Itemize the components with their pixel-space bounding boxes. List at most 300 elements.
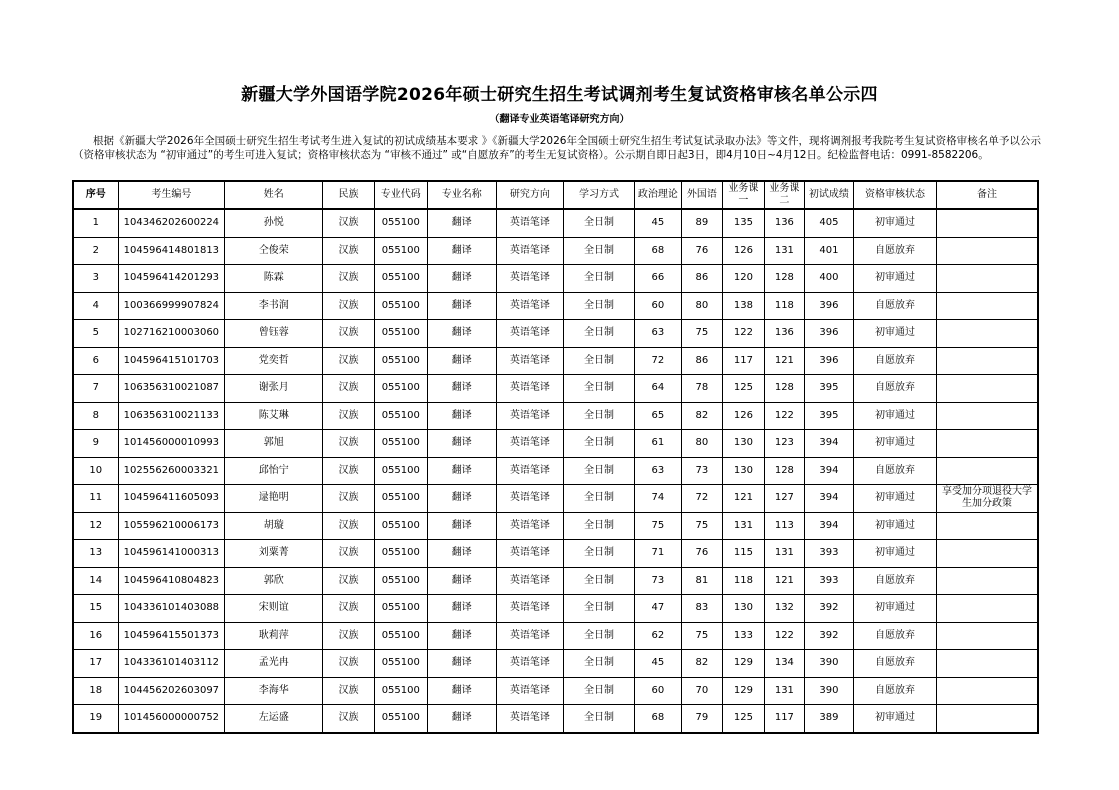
col-research-direction-cell: 英语笔译 [496, 375, 564, 403]
col-ethnicity-cell: 汉族 [323, 320, 374, 348]
col-ethnicity-cell: 汉族 [323, 457, 374, 485]
col-major-code-cell: 055100 [374, 265, 427, 293]
col-name-cell: 胡璇 [225, 512, 323, 540]
col-review-status-cell: 初审通过 [854, 705, 937, 733]
col-name-cell: 孟光冉 [225, 650, 323, 678]
col-study-mode-cell: 全日制 [564, 265, 635, 293]
col-foreign-language-cell: 73 [681, 457, 722, 485]
col-name-cell: 谢张月 [225, 375, 323, 403]
col-seq-cell: 14 [73, 567, 118, 595]
table-header-row [73, 181, 1038, 209]
col-major-name-cell: 翻译 [427, 512, 496, 540]
col-course-two-cell: 123 [764, 430, 804, 458]
col-review-status-cell: 初审通过 [854, 540, 937, 568]
col-seq-cell: 6 [73, 347, 118, 375]
col-name-cell: 仝俊荣 [225, 237, 323, 265]
col-ethnicity-cell: 汉族 [323, 650, 374, 678]
col-course-one-cell: 133 [722, 622, 764, 650]
col-major-name-cell: 翻译 [427, 650, 496, 678]
col-course-two-cell: 131 [764, 677, 804, 705]
col-seq-cell: 13 [73, 540, 118, 568]
col-foreign-language-cell: 76 [681, 237, 722, 265]
col-course-two-cell: 128 [764, 375, 804, 403]
col-course-one-cell: 115 [722, 540, 764, 568]
col-foreign-language-cell: 86 [681, 265, 722, 293]
col-study-mode-cell: 全日制 [564, 457, 635, 485]
col-ethnicity-cell: 汉族 [323, 677, 374, 705]
col-remarks-cell [936, 320, 1038, 348]
col-course-one-cell: 130 [722, 430, 764, 458]
col-study-mode-cell: 全日制 [564, 292, 635, 320]
col-remarks-cell: 享受加分项退役大学生加分政策 [936, 485, 1038, 513]
col-major-code-cell: 055100 [374, 705, 427, 733]
col-exam-id-cell: 104596411605093 [118, 485, 225, 513]
col-ethnicity-cell: 汉族 [323, 347, 374, 375]
col-major-code-cell: 055100 [374, 512, 427, 540]
col-remarks-cell [936, 292, 1038, 320]
col-total-score-cell: 396 [804, 347, 853, 375]
col-course-one-cell: 135 [722, 209, 764, 237]
col-major-name-cell: 翻译 [427, 485, 496, 513]
col-total-score-cell: 390 [804, 677, 853, 705]
col-politics-cell: 73 [634, 567, 681, 595]
col-major-name-cell: 翻译 [427, 430, 496, 458]
col-major-code-cell: 055100 [374, 347, 427, 375]
table-row [73, 705, 1038, 733]
candidate-table [72, 180, 1039, 734]
col-foreign-language-cell: 75 [681, 622, 722, 650]
col-course-one-cell: 122 [722, 320, 764, 348]
col-total-score-cell: 393 [804, 567, 853, 595]
col-study-mode-cell: 全日制 [564, 540, 635, 568]
col-name-cell: 郭旭 [225, 430, 323, 458]
col-review-status-cell: 自愿放弃 [854, 347, 937, 375]
table-row [73, 540, 1038, 568]
col-total-score-cell: 389 [804, 705, 853, 733]
col-research-direction-cell: 英语笔译 [496, 209, 564, 237]
col-major-name-cell: 翻译 [427, 347, 496, 375]
col-exam-id-cell: 104456202603097 [118, 677, 225, 705]
col-course-one-cell: 138 [722, 292, 764, 320]
col-ethnicity-cell: 汉族 [323, 705, 374, 733]
col-course-two-cell: 121 [764, 347, 804, 375]
col-politics-header: 政治理论 [634, 181, 681, 209]
col-total-score-header: 初试成绩 [804, 181, 853, 209]
col-review-status-cell: 初审通过 [854, 320, 937, 348]
table-row [73, 595, 1038, 623]
col-course-two-cell: 128 [764, 457, 804, 485]
col-review-status-cell: 自愿放弃 [854, 622, 937, 650]
table-row [73, 567, 1038, 595]
col-exam-id-cell: 102716210003060 [118, 320, 225, 348]
col-seq-cell: 9 [73, 430, 118, 458]
col-foreign-language-cell: 70 [681, 677, 722, 705]
col-name-cell: 耿莉萍 [225, 622, 323, 650]
col-exam-id-cell: 101456000000752 [118, 705, 225, 733]
col-seq-cell: 16 [73, 622, 118, 650]
col-exam-id-cell: 104346202600224 [118, 209, 225, 237]
col-name-cell: 邱怡宁 [225, 457, 323, 485]
col-politics-cell: 66 [634, 265, 681, 293]
col-exam-id-cell: 104596410804823 [118, 567, 225, 595]
col-name-cell: 曾钰蓉 [225, 320, 323, 348]
col-major-code-cell: 055100 [374, 375, 427, 403]
col-politics-cell: 64 [634, 375, 681, 403]
col-remarks-cell [936, 209, 1038, 237]
table-row [73, 237, 1038, 265]
table-row [73, 622, 1038, 650]
col-course-two-cell: 136 [764, 320, 804, 348]
col-name-cell: 李书润 [225, 292, 323, 320]
col-remarks-cell [936, 430, 1038, 458]
col-course-one-cell: 130 [722, 595, 764, 623]
col-total-score-cell: 392 [804, 622, 853, 650]
col-study-mode-cell: 全日制 [564, 485, 635, 513]
col-course-two-cell: 128 [764, 265, 804, 293]
col-course-two-cell: 122 [764, 622, 804, 650]
col-research-direction-cell: 英语笔译 [496, 347, 564, 375]
col-ethnicity-cell: 汉族 [323, 485, 374, 513]
col-study-mode-cell: 全日制 [564, 677, 635, 705]
col-ethnicity-header: 民族 [323, 181, 374, 209]
col-study-mode-cell: 全日制 [564, 430, 635, 458]
col-total-score-cell: 393 [804, 540, 853, 568]
col-remarks-cell [936, 705, 1038, 733]
col-research-direction-cell: 英语笔译 [496, 402, 564, 430]
table-row [73, 402, 1038, 430]
col-study-mode-header: 学习方式 [564, 181, 635, 209]
col-remarks-cell [936, 265, 1038, 293]
col-major-code-cell: 055100 [374, 402, 427, 430]
col-major-name-cell: 翻译 [427, 375, 496, 403]
col-seq-header: 序号 [73, 181, 118, 209]
col-name-cell: 党奕哲 [225, 347, 323, 375]
col-remarks-header: 备注 [936, 181, 1038, 209]
col-research-direction-cell: 英语笔译 [496, 512, 564, 540]
col-politics-cell: 60 [634, 292, 681, 320]
col-total-score-cell: 396 [804, 320, 853, 348]
col-study-mode-cell: 全日制 [564, 595, 635, 623]
col-study-mode-cell: 全日制 [564, 237, 635, 265]
col-research-direction-cell: 英语笔译 [496, 265, 564, 293]
col-exam-id-cell: 106356310021087 [118, 375, 225, 403]
col-research-direction-cell: 英语笔译 [496, 677, 564, 705]
col-ethnicity-cell: 汉族 [323, 209, 374, 237]
col-course-two-cell: 127 [764, 485, 804, 513]
col-name-cell: 宋则谊 [225, 595, 323, 623]
col-research-direction-cell: 英语笔译 [496, 540, 564, 568]
col-review-status-cell: 自愿放弃 [854, 237, 937, 265]
col-course-one-cell: 125 [722, 705, 764, 733]
col-major-name-cell: 翻译 [427, 595, 496, 623]
col-remarks-cell [936, 650, 1038, 678]
col-politics-cell: 68 [634, 705, 681, 733]
document-subtitle: （翻译专业英语笔译研究方向） [489, 114, 630, 125]
col-major-name-cell: 翻译 [427, 567, 496, 595]
col-total-score-cell: 390 [804, 650, 853, 678]
col-major-code-cell: 055100 [374, 457, 427, 485]
col-exam-id-cell: 104596415101703 [118, 347, 225, 375]
col-exam-id-cell: 100366999907824 [118, 292, 225, 320]
col-exam-id-cell: 104336101403112 [118, 650, 225, 678]
col-major-code-cell: 055100 [374, 430, 427, 458]
col-politics-cell: 75 [634, 512, 681, 540]
table-row [73, 209, 1038, 237]
col-total-score-cell: 405 [804, 209, 853, 237]
col-foreign-language-cell: 75 [681, 320, 722, 348]
col-course-one-cell: 121 [722, 485, 764, 513]
col-seq-cell: 3 [73, 265, 118, 293]
col-course-two-cell: 136 [764, 209, 804, 237]
col-review-status-cell: 自愿放弃 [854, 375, 937, 403]
col-ethnicity-cell: 汉族 [323, 512, 374, 540]
col-major-name-cell: 翻译 [427, 677, 496, 705]
col-course-two-cell: 121 [764, 567, 804, 595]
col-major-code-cell: 055100 [374, 292, 427, 320]
col-politics-cell: 68 [634, 237, 681, 265]
col-seq-cell: 12 [73, 512, 118, 540]
col-research-direction-cell: 英语笔译 [496, 237, 564, 265]
col-exam-id-header: 考生编号 [118, 181, 225, 209]
col-course-one-cell: 129 [722, 677, 764, 705]
col-exam-id-cell: 105596210006173 [118, 512, 225, 540]
col-exam-id-cell: 104596414201293 [118, 265, 225, 293]
col-ethnicity-cell: 汉族 [323, 292, 374, 320]
col-total-score-cell: 396 [804, 292, 853, 320]
col-study-mode-cell: 全日制 [564, 347, 635, 375]
col-review-status-cell: 初审通过 [854, 265, 937, 293]
col-total-score-cell: 395 [804, 402, 853, 430]
col-politics-cell: 45 [634, 650, 681, 678]
col-research-direction-cell: 英语笔译 [496, 292, 564, 320]
col-study-mode-cell: 全日制 [564, 320, 635, 348]
col-remarks-cell [936, 402, 1038, 430]
table-row [73, 512, 1038, 540]
col-study-mode-cell: 全日制 [564, 402, 635, 430]
col-review-status-cell: 自愿放弃 [854, 292, 937, 320]
col-seq-cell: 17 [73, 650, 118, 678]
col-total-score-cell: 401 [804, 237, 853, 265]
col-foreign-language-cell: 80 [681, 292, 722, 320]
col-study-mode-cell: 全日制 [564, 209, 635, 237]
col-major-code-cell: 055100 [374, 650, 427, 678]
col-politics-cell: 63 [634, 320, 681, 348]
col-review-status-cell: 自愿放弃 [854, 650, 937, 678]
col-course-one-cell: 131 [722, 512, 764, 540]
table-row [73, 375, 1038, 403]
col-foreign-language-cell: 82 [681, 402, 722, 430]
col-remarks-cell [936, 347, 1038, 375]
col-research-direction-cell: 英语笔译 [496, 457, 564, 485]
col-politics-cell: 71 [634, 540, 681, 568]
col-foreign-language-cell: 82 [681, 650, 722, 678]
col-remarks-cell [936, 677, 1038, 705]
col-review-status-cell: 初审通过 [854, 595, 937, 623]
col-major-name-cell: 翻译 [427, 622, 496, 650]
col-politics-cell: 72 [634, 347, 681, 375]
col-ethnicity-cell: 汉族 [323, 265, 374, 293]
col-total-score-cell: 392 [804, 595, 853, 623]
col-course-two-cell: 132 [764, 595, 804, 623]
col-review-status-cell: 初审通过 [854, 485, 937, 513]
col-total-score-cell: 395 [804, 375, 853, 403]
col-major-name-cell: 翻译 [427, 292, 496, 320]
col-foreign-language-cell: 86 [681, 347, 722, 375]
col-ethnicity-cell: 汉族 [323, 622, 374, 650]
col-seq-cell: 18 [73, 677, 118, 705]
col-foreign-language-cell: 75 [681, 512, 722, 540]
col-course-two-cell: 134 [764, 650, 804, 678]
col-foreign-language-cell: 78 [681, 375, 722, 403]
col-course-one-header: 业务课一 [722, 181, 764, 209]
col-foreign-language-cell: 81 [681, 567, 722, 595]
document-title: 新疆大学外国语学院2026年硕士研究生招生考试调剂考生复试资格审核名单公示四 [241, 85, 878, 105]
table-row [73, 457, 1038, 485]
col-name-cell: 逯艳明 [225, 485, 323, 513]
col-major-name-header: 专业名称 [427, 181, 496, 209]
col-exam-id-cell: 101456000010993 [118, 430, 225, 458]
col-major-name-cell: 翻译 [427, 237, 496, 265]
table-row [73, 650, 1038, 678]
col-research-direction-cell: 英语笔译 [496, 650, 564, 678]
col-politics-cell: 63 [634, 457, 681, 485]
col-course-one-cell: 130 [722, 457, 764, 485]
col-seq-cell: 11 [73, 485, 118, 513]
col-ethnicity-cell: 汉族 [323, 567, 374, 595]
col-remarks-cell [936, 375, 1038, 403]
col-total-score-cell: 394 [804, 512, 853, 540]
col-course-two-cell: 122 [764, 402, 804, 430]
col-ethnicity-cell: 汉族 [323, 595, 374, 623]
col-course-two-cell: 131 [764, 540, 804, 568]
col-seq-cell: 19 [73, 705, 118, 733]
col-study-mode-cell: 全日制 [564, 375, 635, 403]
col-course-one-cell: 129 [722, 650, 764, 678]
col-research-direction-cell: 英语笔译 [496, 320, 564, 348]
col-major-code-cell: 055100 [374, 485, 427, 513]
col-research-direction-cell: 英语笔译 [496, 567, 564, 595]
table-row [73, 320, 1038, 348]
col-name-cell: 孙悦 [225, 209, 323, 237]
col-ethnicity-cell: 汉族 [323, 237, 374, 265]
col-course-one-cell: 125 [722, 375, 764, 403]
col-exam-id-cell: 106356310021133 [118, 402, 225, 430]
col-foreign-language-cell: 83 [681, 595, 722, 623]
col-study-mode-cell: 全日制 [564, 512, 635, 540]
col-name-cell: 陈霖 [225, 265, 323, 293]
col-course-one-cell: 126 [722, 237, 764, 265]
col-review-status-cell: 初审通过 [854, 402, 937, 430]
col-exam-id-cell: 104596141000313 [118, 540, 225, 568]
col-total-score-cell: 394 [804, 485, 853, 513]
table-body [73, 209, 1038, 733]
col-major-code-cell: 055100 [374, 595, 427, 623]
col-total-score-cell: 400 [804, 265, 853, 293]
col-major-name-cell: 翻译 [427, 402, 496, 430]
col-name-cell: 陈艾琳 [225, 402, 323, 430]
col-foreign-language-header: 外国语 [681, 181, 722, 209]
col-exam-id-cell: 104596414801813 [118, 237, 225, 265]
col-major-name-cell: 翻译 [427, 705, 496, 733]
table-row [73, 347, 1038, 375]
col-foreign-language-cell: 72 [681, 485, 722, 513]
col-review-status-header: 资格审核状态 [854, 181, 937, 209]
col-research-direction-cell: 英语笔译 [496, 705, 564, 733]
col-study-mode-cell: 全日制 [564, 622, 635, 650]
col-review-status-cell: 自愿放弃 [854, 677, 937, 705]
col-name-cell: 李海华 [225, 677, 323, 705]
col-major-name-cell: 翻译 [427, 320, 496, 348]
col-remarks-cell [936, 567, 1038, 595]
col-major-code-cell: 055100 [374, 677, 427, 705]
col-name-header: 姓名 [225, 181, 323, 209]
col-course-one-cell: 118 [722, 567, 764, 595]
col-politics-cell: 45 [634, 209, 681, 237]
col-ethnicity-cell: 汉族 [323, 540, 374, 568]
col-politics-cell: 65 [634, 402, 681, 430]
col-politics-cell: 47 [634, 595, 681, 623]
col-major-code-cell: 055100 [374, 320, 427, 348]
col-course-one-cell: 117 [722, 347, 764, 375]
table-row [73, 292, 1038, 320]
col-total-score-cell: 394 [804, 430, 853, 458]
col-foreign-language-cell: 89 [681, 209, 722, 237]
col-remarks-cell [936, 622, 1038, 650]
col-research-direction-cell: 英语笔译 [496, 595, 564, 623]
col-research-direction-cell: 英语笔译 [496, 485, 564, 513]
col-study-mode-cell: 全日制 [564, 705, 635, 733]
col-politics-cell: 74 [634, 485, 681, 513]
col-seq-cell: 1 [73, 209, 118, 237]
col-course-one-cell: 120 [722, 265, 764, 293]
col-politics-cell: 60 [634, 677, 681, 705]
col-ethnicity-cell: 汉族 [323, 430, 374, 458]
col-review-status-cell: 初审通过 [854, 512, 937, 540]
col-major-code-cell: 055100 [374, 540, 427, 568]
col-name-cell: 刘粟菁 [225, 540, 323, 568]
table-row [73, 677, 1038, 705]
col-course-two-cell: 118 [764, 292, 804, 320]
col-seq-cell: 15 [73, 595, 118, 623]
col-research-direction-cell: 英语笔译 [496, 622, 564, 650]
col-exam-id-cell: 104596415501373 [118, 622, 225, 650]
col-ethnicity-cell: 汉族 [323, 375, 374, 403]
col-major-name-cell: 翻译 [427, 457, 496, 485]
col-remarks-cell [936, 457, 1038, 485]
col-major-code-cell: 055100 [374, 209, 427, 237]
col-review-status-cell: 自愿放弃 [854, 567, 937, 595]
col-seq-cell: 10 [73, 457, 118, 485]
col-review-status-cell: 自愿放弃 [854, 457, 937, 485]
col-research-direction-cell: 英语笔译 [496, 430, 564, 458]
col-course-two-cell: 117 [764, 705, 804, 733]
table-row [73, 430, 1038, 458]
col-foreign-language-cell: 79 [681, 705, 722, 733]
table-row [73, 485, 1038, 513]
col-major-code-cell: 055100 [374, 567, 427, 595]
col-seq-cell: 7 [73, 375, 118, 403]
table-row [73, 265, 1038, 293]
col-remarks-cell [936, 237, 1038, 265]
col-ethnicity-cell: 汉族 [323, 402, 374, 430]
col-seq-cell: 5 [73, 320, 118, 348]
col-exam-id-cell: 102556260003321 [118, 457, 225, 485]
col-review-status-cell: 初审通过 [854, 209, 937, 237]
col-course-two-cell: 131 [764, 237, 804, 265]
col-major-name-cell: 翻译 [427, 540, 496, 568]
col-politics-cell: 61 [634, 430, 681, 458]
col-foreign-language-cell: 76 [681, 540, 722, 568]
